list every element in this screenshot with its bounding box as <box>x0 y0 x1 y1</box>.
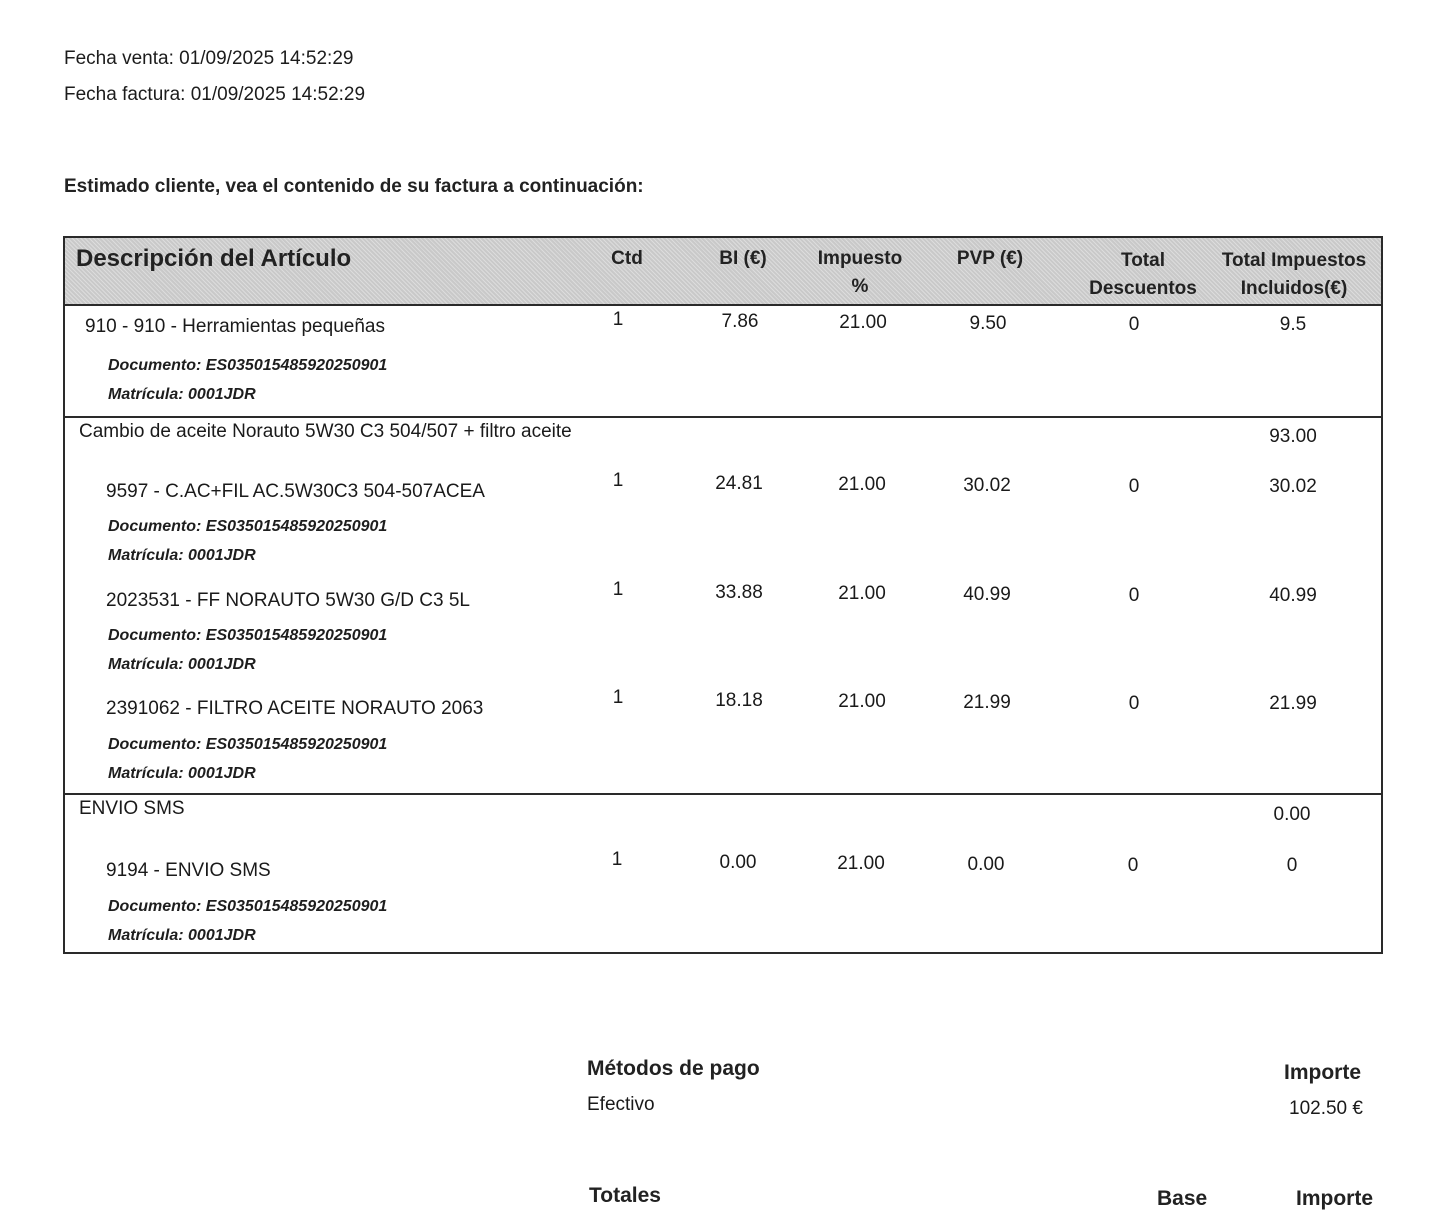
item-matricula: Matrícula: 0001JDR <box>108 927 256 944</box>
intro-text: Estimado cliente, vea el contenido de su factura a continuación: <box>64 176 644 197</box>
item-name: 910 - 910 - Herramientas pequeñas <box>85 316 385 337</box>
fecha-venta: Fecha venta: 01/09/2025 14:52:29 <box>64 48 354 69</box>
totals-base-heading: Base <box>1157 1187 1208 1210</box>
item-ctd: 1 <box>611 849 623 870</box>
item-descuentos: 0 <box>1128 314 1140 335</box>
group-total: 93.00 <box>1269 426 1317 447</box>
group-total: 0.00 <box>1273 804 1311 825</box>
item-name: 9194 - ENVIO SMS <box>106 860 271 881</box>
col-pvp: PVP (€) <box>956 248 1024 269</box>
item-name: 2391062 - FILTRO ACEITE NORAUTO 2063 <box>106 698 484 719</box>
payment-methods-heading: Métodos de pago <box>587 1057 760 1080</box>
item-total: 9.5 <box>1279 314 1307 335</box>
item-bi: 7.86 <box>721 311 759 332</box>
col-bi: BI (€) <box>719 248 767 269</box>
totals-amount-heading: Importe <box>1296 1187 1374 1210</box>
item-bi: 18.18 <box>715 690 763 711</box>
item-name: 9597 - C.AC+FIL AC.5W30C3 504-507ACEA <box>106 481 485 502</box>
item-total: 30.02 <box>1269 476 1317 497</box>
item-descuentos: 0 <box>1127 855 1139 876</box>
col-ctd: Ctd <box>611 248 643 269</box>
item-documento: Documento: ES035015485920250901 <box>108 357 388 374</box>
item-total: 40.99 <box>1269 585 1317 606</box>
payment-amount-heading: Importe <box>1284 1061 1362 1084</box>
fecha-factura: Fecha factura: 01/09/2025 14:52:29 <box>64 84 366 105</box>
item-bi: 24.81 <box>715 473 763 494</box>
item-total: 0 <box>1286 855 1298 876</box>
item-name: 2023531 - FF NORAUTO 5W30 G/D C3 5L <box>106 590 470 611</box>
item-ctd: 1 <box>612 470 624 491</box>
item-ctd: 1 <box>612 687 624 708</box>
item-matricula: Matrícula: 0001JDR <box>108 656 256 673</box>
item-matricula: Matrícula: 0001JDR <box>108 547 256 564</box>
item-ctd: 1 <box>612 309 624 330</box>
row-divider <box>65 793 1381 795</box>
payment-method: Efectivo <box>587 1094 655 1115</box>
item-documento: Documento: ES035015485920250901 <box>108 518 388 535</box>
group-title: Cambio de aceite Norauto 5W30 C3 504/507 + filtro aceite <box>79 421 572 442</box>
item-descuentos: 0 <box>1128 476 1140 497</box>
item-matricula: Matrícula: 0001JDR <box>108 386 256 403</box>
item-bi: 33.88 <box>715 582 763 603</box>
item-total: 21.99 <box>1269 693 1317 714</box>
item-documento: Documento: ES035015485920250901 <box>108 736 388 753</box>
col-impuesto: Impuesto % <box>817 248 903 297</box>
col-descuentos: Total Descuentos <box>1089 250 1197 299</box>
item-pvp: 40.99 <box>963 584 1011 605</box>
item-pvp: 21.99 <box>963 692 1011 713</box>
item-descuentos: 0 <box>1128 693 1140 714</box>
item-matricula: Matrícula: 0001JDR <box>108 765 256 782</box>
col-descripcion: Descripción del Artículo <box>76 245 352 272</box>
item-bi: 0.00 <box>719 852 757 873</box>
item-descuentos: 0 <box>1128 585 1140 606</box>
item-impuesto: 21.00 <box>838 691 886 712</box>
item-pvp: 30.02 <box>963 475 1011 496</box>
item-impuesto: 21.00 <box>837 853 885 874</box>
item-impuesto: 21.00 <box>839 312 887 333</box>
col-total: Total Impuestos Incluidos(€) <box>1221 250 1367 299</box>
row-divider <box>65 416 1381 418</box>
item-documento: Documento: ES035015485920250901 <box>108 898 388 915</box>
payment-amount: 102.50 € <box>1289 1098 1363 1119</box>
totals-heading: Totales <box>589 1184 661 1207</box>
item-ctd: 1 <box>612 579 624 600</box>
item-pvp: 0.00 <box>967 854 1005 875</box>
item-impuesto: 21.00 <box>838 474 886 495</box>
item-impuesto: 21.00 <box>838 583 886 604</box>
group-title: ENVIO SMS <box>79 798 185 819</box>
item-documento: Documento: ES035015485920250901 <box>108 627 388 644</box>
item-pvp: 9.50 <box>969 313 1007 334</box>
